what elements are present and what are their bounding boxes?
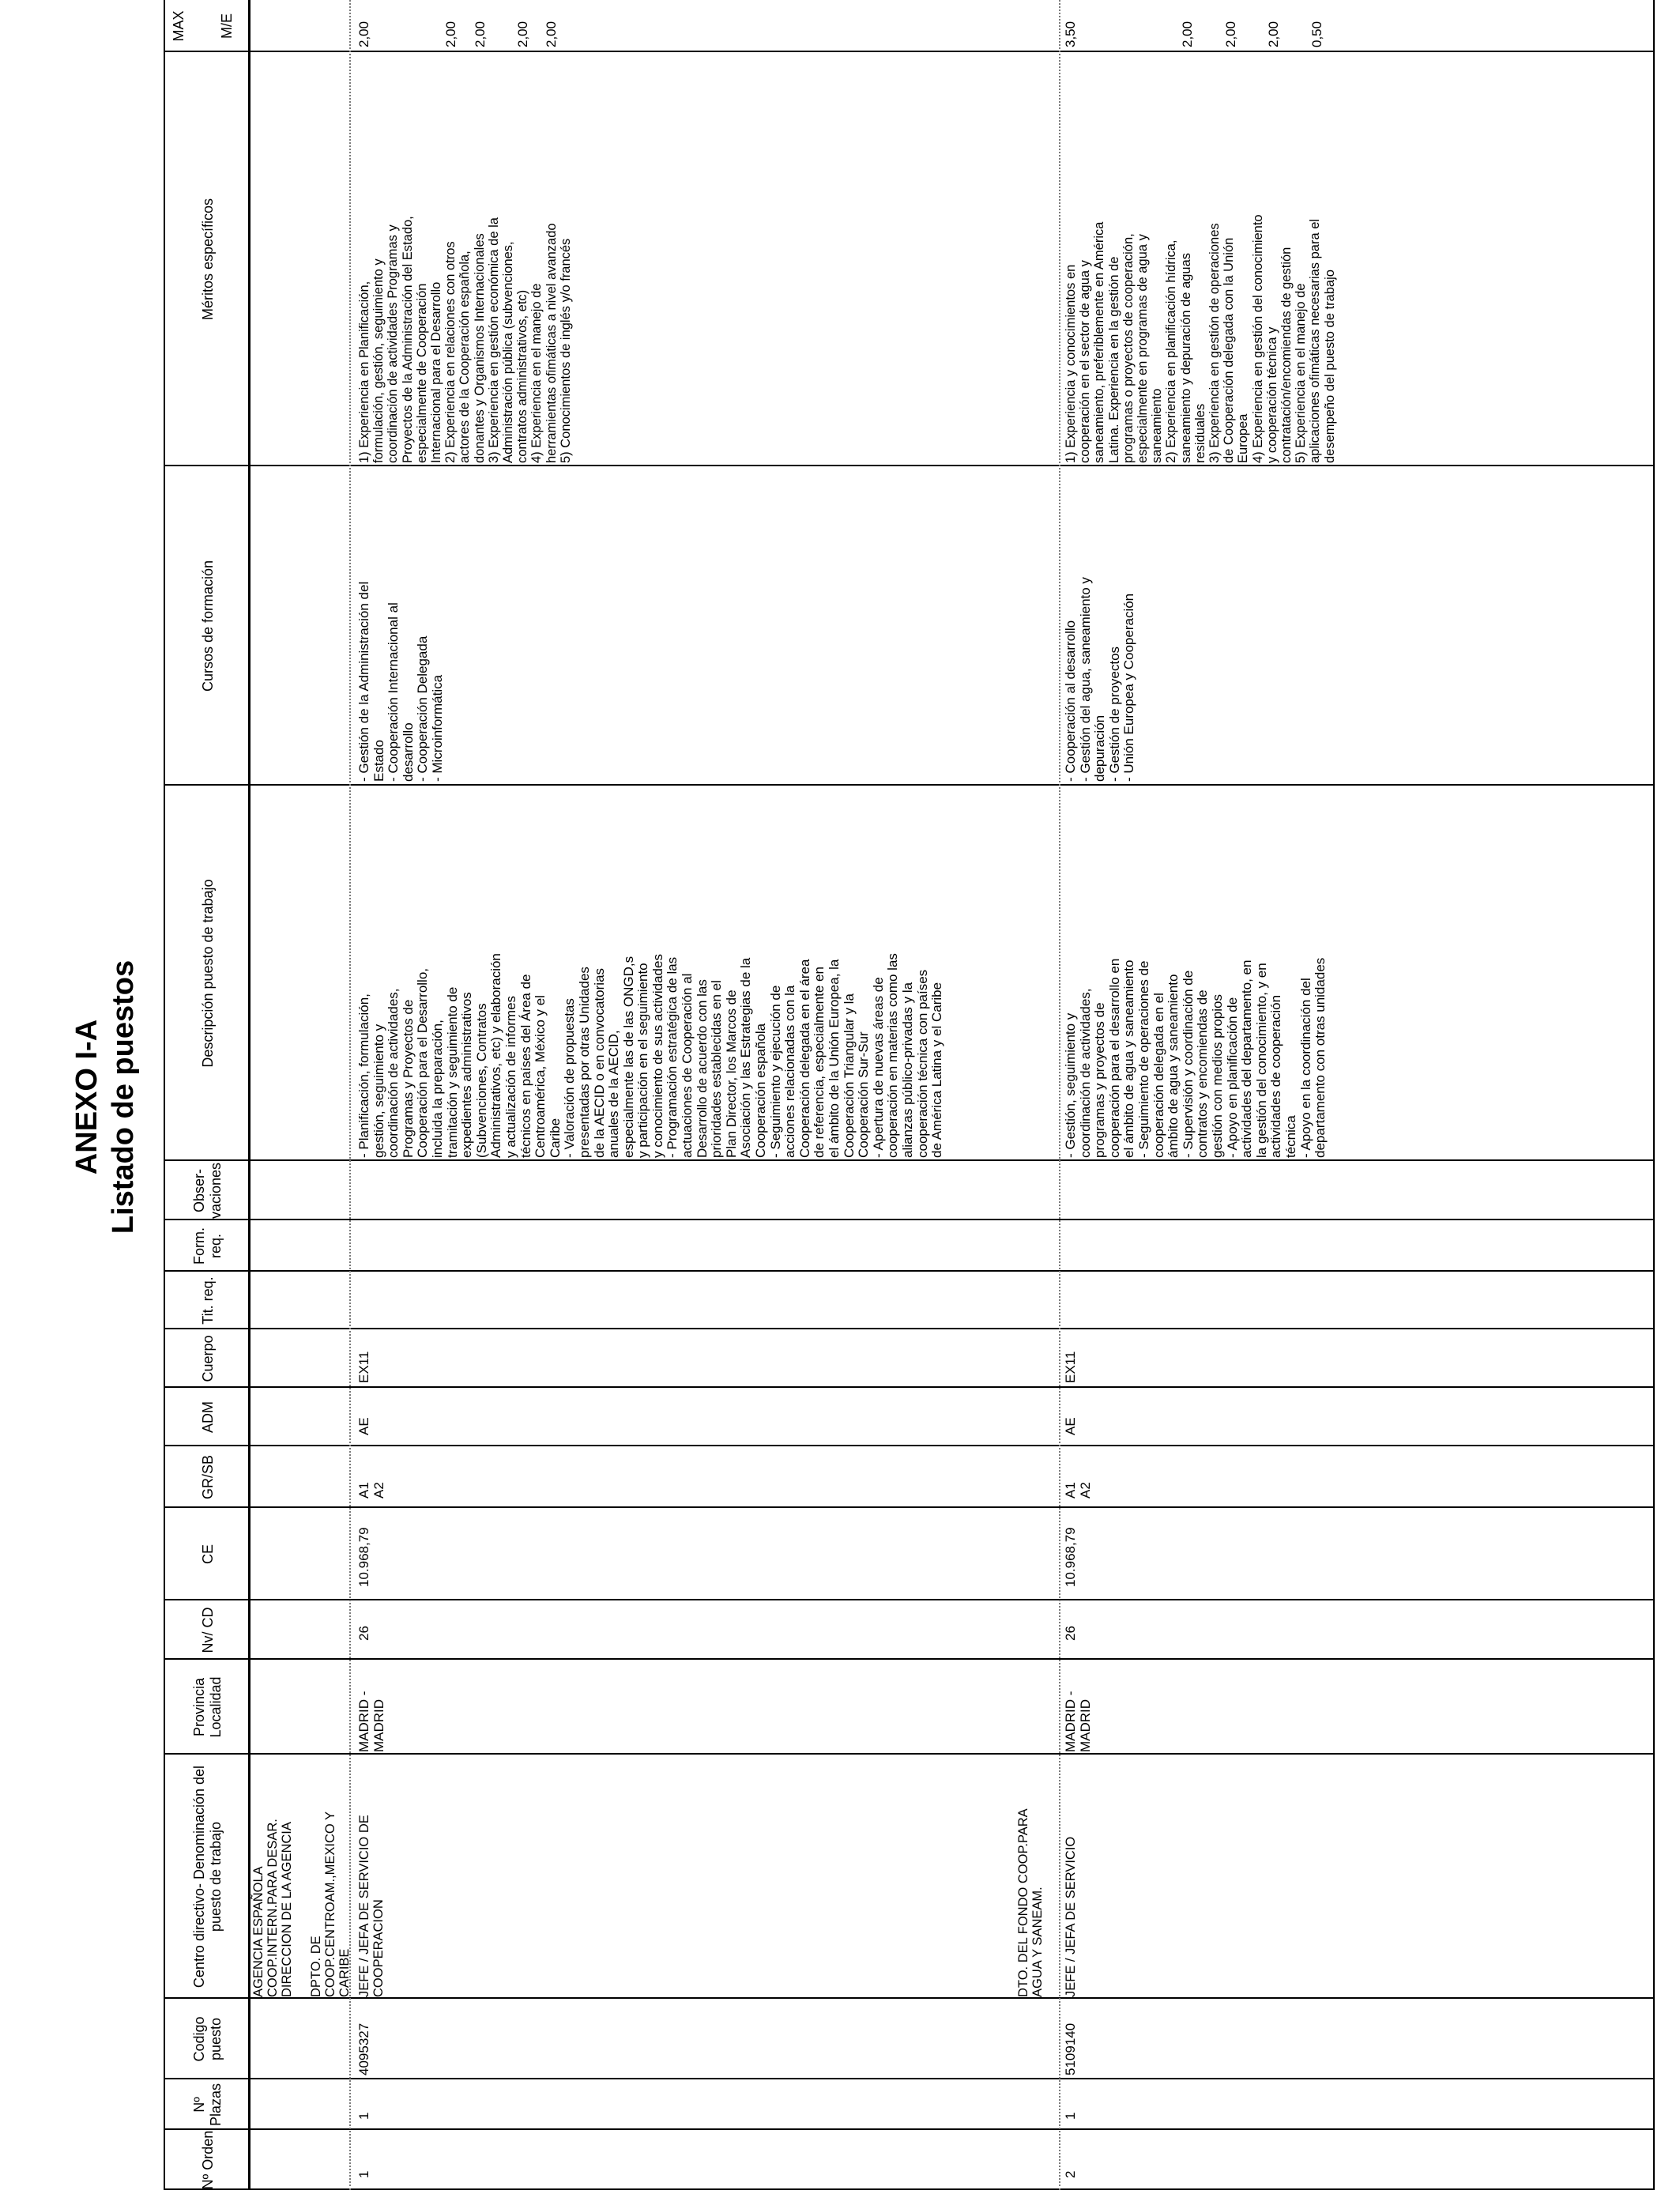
col-border: [164, 1599, 1655, 1600]
col-header-ce: CE: [199, 1544, 216, 1565]
col-header-form: Form. req.: [191, 1227, 224, 1265]
row2-meritos: 1) Experiencia y conocimientos en cooperación en el sector de agua y saneamiento, preferiblemente en América Latina. Experiencia en la gestión de programas o proyectos de cooperación, especialmente en programas de agua y saneamiento 2) Experiencia en planificación hídrica, saneamiento y depuración de aguas residuales 3) Experiencia en gestión de operaciones de Cooperación delegada con la Unión Europea 4) Experiencia en gestión del conocimiento y cooperación técnica y contratación/encomiendas de gestión 5) Experiencia en el manejo de aplicaciones ofimáticas necesarias para el desempeño del puesto de trabajo: [1064, 214, 1337, 463]
page-subtitle: Listado de puestos: [107, 959, 140, 1235]
group-heading-1: AGENCIA ESPAÑOLA COOP.INTERN.PARA DESAR. DIRECCION DE LA AGENCIA DPTO. DE COOP.CENTROAM.,MEXICO Y CARIBE: [251, 1811, 352, 1997]
row2-max-4: 2,00: [1266, 21, 1281, 47]
col-header-adm: ADM: [199, 1401, 216, 1433]
row1-cuerpo: EX11: [356, 1351, 371, 1383]
col-border: [164, 1753, 1655, 1755]
row1-descripcion: - Planificación, formulación, gestión, seguimiento y coordinación de actividades, Programas y Proyectos de Cooperación para el Desarrollo, incluida la preparación, tramitación y seguimiento de expedientes administrativos (Subvenciones, Contratos Administrativos, etc) y elaboración y actualización de informes técnicos en países del Área de Centroamérica, México y el Caribe - Valoración de propuestas presentadas por otras Unidades de la AECID o en convocatorias anuales de la AECID, especialmente las de las ONGD,s y participación en el seguimiento y conocimiento de sus actividades - Programación estratégica de las actuaciones de Cooperación al Desarrollo de acuerdo con las prioridades establecidas en el Plan Director, los Marcos de Asociación y las Estrategias de la Cooperación española - Seguimiento y ejecución de acciones relacionadas con la Cooperación delegada en el área de referencia, especialmente en el ámbito de la Unión Europea, la Cooperación Triangular y la Cooperación Sur-Sur - Apertura de nuevas áreas de cooperación en materias como las alianzas público-privadas y la cooperación técnica con países de América Latina y el Caribe: [356, 953, 945, 1158]
row1-plazas: 1: [356, 2112, 371, 2120]
col-header-max: MAX: [171, 10, 186, 42]
row1-max-4: 2,00: [515, 21, 530, 47]
col-border: [164, 51, 1655, 52]
col-header-me: M/E: [218, 13, 235, 40]
col-border: [164, 1328, 1655, 1329]
row1-adm: AE: [356, 1417, 371, 1435]
row2-provincia: MADRID - MADRID: [1063, 1691, 1093, 1752]
row1-meritos: 1) Experiencia en Planificación, formulación, gestión, seguimiento y coordinación de actividades Programas y Proyectos de la Administración del Estado, especialmente de Cooperación Internacional para el Desarrollo 2) Experiencia en relaciones con otros actores de la Cooperación española, donantes y Organismos Internacionales 3) Experiencia en gestión económica de la Administración pública (subvenciones, contratos administrativos, etc) 4) Experiencia en el manejo de herramientas ofimáticas a nivel avanzado 5) Conocimientos de inglés y/o francés: [357, 216, 573, 463]
col-header-meritos: Méritos específicos: [199, 198, 216, 321]
row2-plazas: 1: [1063, 2112, 1078, 2120]
col-border: [164, 1445, 1655, 1446]
col-header-codigo: Codigo puesto: [191, 2016, 224, 2062]
row1-nivel: 26: [356, 1626, 371, 1641]
page-title: ANEXO I-A: [70, 1019, 104, 1175]
row1-ce: 10.968,79: [356, 1527, 371, 1587]
col-border: [164, 1658, 1655, 1660]
col-border: [164, 1219, 1655, 1220]
row2-cuerpo: EX11: [1063, 1351, 1078, 1383]
row2-grsb: A1 A2: [1063, 1482, 1093, 1498]
row1-max-1: 2,00: [356, 21, 371, 47]
col-header-tit: Tit. req.: [199, 1276, 216, 1325]
row2-ce: 10.968,79: [1063, 1527, 1078, 1587]
row1-max-2: 2,00: [443, 21, 458, 47]
col-border: [164, 2188, 1655, 2190]
col-border: [164, 1997, 1655, 1999]
col-header-centro: Centro directivo- Denominación del puesto de trabajo: [191, 1765, 224, 1989]
col-border: [164, 2128, 1655, 2130]
col-border: [164, 2078, 1655, 2079]
row1-provincia: MADRID - MADRID: [356, 1691, 386, 1752]
row1-codigo: 4095327: [356, 2022, 371, 2075]
row1-orden: 1: [356, 2170, 371, 2178]
col-header-grsb: GR/SB: [199, 1455, 216, 1500]
col-header-plazas: Nº Plazas: [191, 2083, 224, 2127]
col-header-cuerpo: Cuerpo: [199, 1335, 216, 1382]
col-header-descripcion: Descripción puesto de trabajo: [199, 879, 216, 1068]
header-bottom-rule: [248, 0, 250, 2190]
col-border: [164, 1159, 1655, 1161]
row1-max-5: 2,00: [544, 21, 559, 47]
col-border: [164, 784, 1655, 786]
col-border: [164, 465, 1655, 466]
group-heading-2: DTO. DEL FONDO COOP.PARA AGUA Y SANEAM.: [1016, 1808, 1045, 1997]
col-header-nivel: Nv/ CD: [199, 1607, 216, 1653]
row2-max-3: 2,00: [1223, 21, 1238, 47]
row2-cursos: - Cooperación al desarrollo - Gestión del agua, saneamiento y depuración - Gestión de proyectos - Unión Europea y Cooperación: [1063, 577, 1137, 782]
row2-codigo: 5109140: [1063, 2022, 1078, 2075]
col-header-provincia: Provincia Localidad: [191, 1676, 224, 1738]
row2-adm: AE: [1063, 1417, 1078, 1435]
row2-denominacion: JEFE / JEFA DE SERVICIO: [1064, 1836, 1078, 1997]
row2-max-5: 0,50: [1309, 21, 1324, 47]
col-border: [164, 1270, 1655, 1272]
col-header-cursos: Cursos de formación: [199, 560, 216, 692]
col-border: [164, 1386, 1655, 1388]
row2-orden: 2: [1063, 2170, 1078, 2178]
col-header-orden: Nº Orden: [199, 2130, 216, 2190]
row1-grsb: A1 A2: [356, 1482, 386, 1498]
table-top-rule: [164, 0, 165, 2190]
row1-cursos: - Gestión de la Administración del Estado - Cooperación Internacional al desarrollo - Cooperación Delegada - Microinformática: [356, 581, 445, 782]
row2-nivel: 26: [1063, 1626, 1078, 1641]
col-border: [164, 1506, 1655, 1508]
row2-max-2: 2,00: [1180, 21, 1195, 47]
col-header-obs: Obser- vaciones: [191, 1162, 224, 1220]
row2-max-1: 3,50: [1063, 21, 1078, 47]
row2-descripcion: - Gestión, seguimiento y coordinación de actividades, programas y proyectos de cooperación para el desarrollo en el ámbito de agua y saneamiento - Seguimiento de operaciones de cooperación delegada en el ámbito de agua y saneamiento - Supervisión y coordinación de contratos y encomiendas de gestión con medios propios - Apoyo en planificación de actividades del departamento, en la gestión del conocimiento, y en actividades de cooperación técnica - Apoyo en la coordinación del departamento con otras unidades: [1063, 957, 1328, 1158]
table-bottom-rule: [1653, 0, 1655, 2190]
row1-denominacion: JEFE / JEFA DE SERVICIO DE COOPERACION: [357, 1815, 386, 1997]
row-separator: [1059, 0, 1060, 2190]
row-separator: [349, 0, 351, 2190]
row1-max-3: 2,00: [473, 21, 488, 47]
